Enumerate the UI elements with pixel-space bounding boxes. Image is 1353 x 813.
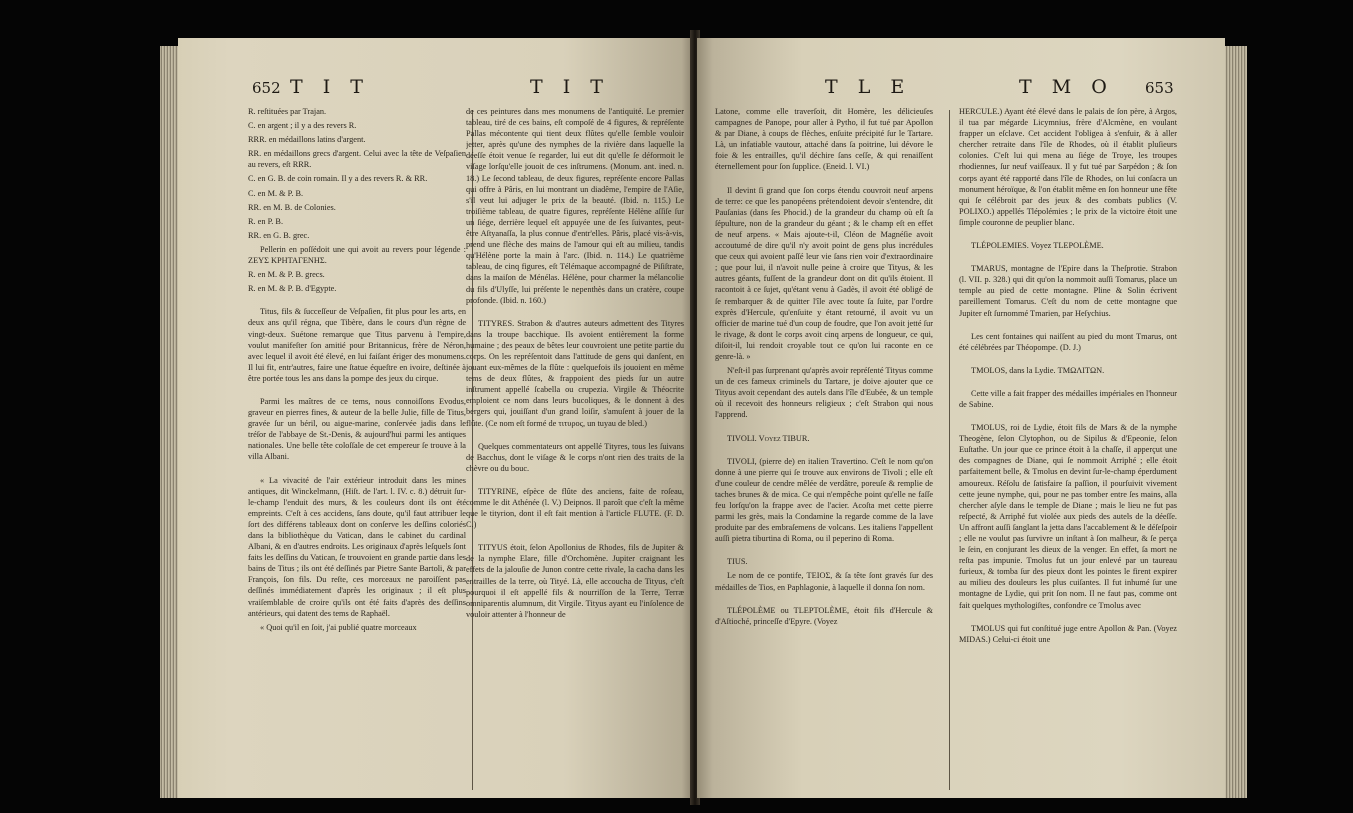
paragraph: Cette ville a fait frapper des médailles impériales en l'honneur de Sabine. [959, 388, 1177, 409]
paragraph: Quelques commentateurs ont appellé Tityres, tous les ſuivans de Bacchus, dont le viſage & le corps n'ont rien des traits de la chèvre ou du bouc. [466, 441, 684, 473]
left-page [178, 38, 692, 798]
paragraph: Titus, fils & ſucceſſeur de Veſpaſien, fit plus pour les arts, en deux ans qu'il régna, que Tibère, dans le cours d'un règne de vingt-deux. Suétone remarque que Titus parvenu à l'empire, voulut manifeſter ſon amitié pour Britannicus, frère de Néron, avec lequel il avoit été élevé, en lui faiſant ériger des monumens. Il lui fit, entr'autres, faire une ſtatue équeſtre en ivoire, deſtinée à être portée tous les ans dans la pompe des jeux du cirque. [248, 307, 466, 383]
paragraph: « La vivacité de l'air extérieur introduit dans les mines antiques, dit Winckelmann, (Hiſt. de l'art. l. IV. c. 8.) détruit ſur-le-champ l'enduit des murs, & les couleurs dont ils ont été empreints. C'eſt à ces accidens, ſans doute, qu'il faut attribuer le ſort des différens tableaux dont on conſerve les deſſins coloriés dans la bibliothèque du Vatican, dans le cabinet du cardinal Albani, & en d'autres endroits. Les originaux d'après leſquels ſont faits les deſſins du Vatican, ſe trouvoient en grande partie dans les bains de Titus ; ils ont été deſſinés par Pietre Sante Bartoli, & par François, ſon fils. Du reſte, ces morceaux ne paroiſſent pas deſſinés immédiatement d'après les originaux ; il eſt plus vraiſemblable de croire qu'ils ont été faits d'après des deſſins antérieurs, qui datent des tems de Raphaël. [248, 475, 466, 618]
paragraph: Parmi les maîtres de ce tems, nous connoiſſons Evodus, graveur en pierres fines, & auteur de la belle Julie, fille de Titus, gravée ſur un béril, ou aigue-marine, conſervée jadis dans le tréſor de l'abbaye de St.-Denis, & aujourd'hui parmi les antiques nationales. Une belle tête coloſſale de cet empereur ſe trouve à la villa Albani. [248, 396, 466, 462]
paragraph: de ces peintures dans mes monumens de l'antiquité. Le premier tableau, tiré de ces bains, eſt compoſé de 4 figures, & repréſente Pallas mécontente qui tient deux flûtes qu'elle ſemble vouloir jetter, après qu'une des nymphes de la rivière dans laquelle la déeſſe étoit venue ſe regarder, lui eut dit qu'elle ſe déformoit le viſage lorſqu'elle jouoit de ces inſtrumens. (Monum. ant. ined. n. 18.) Le ſecond tableau, de deux figures, repréſente encore Pallas qui offre à Pâris, en lui montrant un diadême, l'empire de l'Aſie, s'il veut lui adjuger le prix de la beauté. (Ibid. n. 115.) Le troiſième tableau, de quatre figures, repréſente Hélène aſſiſe ſur un ſiége, derrière lequel eſt appuyée une de ſes ſuivantes, peut-être Aſtyanaſſa, la plus connue d'entr'elles. Pâris, placé vis-à-vis, prend une flèche des mains de l'amour qui eſt au milieu, tandis qu'Hélène porte la main à l'arc. (Ibid. n. 114.) Le quatrième tableau, de cinq figures, eſt Télémaque accompagné de Piſiſtrate, dans la maiſon de Ménélas. Hélène, pour charmer la mélancolie du fils d'Ulyſſe, lui préſente le nepenthès dans un cratère, coupe profonde. (Ibid. n. 160.) [466, 107, 684, 305]
left-page-column-1 [248, 106, 466, 792]
paragraph: Le nom de ce pontife, ΤΕΙΟΣ, & ſa tête ſont gravés ſur des médailles de Tios, en Paphlagonie, à laquelle il donna ſon nom. [715, 571, 933, 592]
paragraph: Il devint ſi grand que ſon corps étendu couvroit neuf arpens de terre: ce que les panopéens prétendoient devoir s'entendre, dit Pauſanias (dans ſes Phocid.) de la grandeur du champ où eſt ſa ſépulture, non de la grandeur du géant ; & le champ eſt en effet de neuf arpens. « Mais ajoute-t-il, Cléon de Magnéſie avoit accoutumé de dire qu'il n'y avoit point de gens plus incrédules que ceux qui avoient paſſé leur vie ſans rien voir d'extraordinaire ; que pour lui, il n'avoit nulle peine à croire que Tityus, & les autres géants, fuſſent de la grandeur dont on dit qu'ils étoient. Il racontoit à ce ſujet, qu'étant venu à Gadès, il avoit été obligé de ſe rembarquer & de quitter l'île avec toute ſa ſuite, par l'ordre exprès d'Hercule, qu'enſuite y étant retourné, il avoit vu un officier de marine tué d'un coup de foudre, que l'on avoit jetté ſur le rivage, & dont le corps avoit cinq arpens de longueur, ce qui, diſoit-il, lui rendoit croyable tout ce qu'on lui raconte en ce genre-là. » [715, 185, 933, 361]
paragraph: R. en P. B. [248, 216, 284, 226]
paragraph: RR. en M. B. de Colonies. [248, 202, 336, 212]
right-column-rule [949, 110, 950, 790]
left-head-title-right: T I T [530, 76, 610, 98]
paragraph: « Quoi qu'il en ſoit, j'ai publié quatre morceaux [260, 622, 417, 632]
paragraph: HERCULE.) Ayant été élevé dans le palais de ſon père, à Argos, il tua par mégarde Licymnius, frère d'Alcmène, en voulant frapper un eſclave. Cet accident l'obligea à s'enfuir, & à aller chercher retraite dans l'île de Rhodes, où il établit pluſieurs colonies. C'eſt lui qui mena au ſiége de Troye, les troupes rhodiennes, ſur neuf vaiſſeaux. Il y fut tué par Sarpédon ; & ſon corps ayant été rapporté dans l'île de Rhodes, on lui conſacra un monument héroïque, & l'on établit même en ſon honneur une fête qui ſe célébroit par des jeux & des combats publics (V. POLIXO.) appellés Tlépolémies ; le prix de la victoire étoit une ſimple couronne de peuplier blanc. [959, 107, 1177, 227]
left-head-title-left: T I T [290, 76, 370, 98]
paragraph: TMOLUS qui fut conſtitué juge entre Apollon & Pan. (Voyez MIDAS.) Celui-ci étoit une [959, 623, 1177, 644]
paragraph: TITYRINE, eſpèce de flûte des anciens, faite de roſeau, comme le dit Athénée (l. V.) Deipnos. Il paroît que c'eſt la même que le tityrion, dont il eſt fait mention à l'article FLUTE. (F. D. C.) [466, 486, 684, 530]
right-page-column-1 [715, 106, 933, 792]
paragraph: Latone, comme elle traverſoit, dit Homère, les délicieuſes campagnes de Panope, pour aller à Pytho, il fut tué par Apollon & par Diane, à coups de flèches, enſuite précipité ſur le Tartare. Là, un infatiable vautour, attaché dans ſa poitrine, lui dévore le foie & les entrailles, qu'il déchire ſans ceſſe, & qui renaiſſent éternellement pour ſon ſupplice. (Eneid. l. VI.) [715, 107, 933, 172]
paragraph: TIUS. [727, 557, 748, 567]
paragraph: C. en G. B. de coin romain. Il y a des revers R. & RR. [248, 174, 428, 184]
paragraph: RR. en G. B. grec. [248, 230, 310, 240]
paragraph: TIVOLI, (pierre de) en italien Travertino. C'eſt le nom qu'on donne à une pierre qui ſe trouve aux environs de Tivoli ; elle eſt d'une couleur de cendre mêlée de verdâtre, poreuſe & remplie de taches brunes & de mica. Ce qui n'empêche point qu'elle ne faſſe feu lorſqu'on la frappe avec de l'acier. Acoſta met cette pierre parmi les grès, mais la Condamine la regarde comme de la lave produite par des embraſemens de volcans. Les italiens l'appellent auſſi pietra tiburtina di Roma, ou il peperino di Roma. [715, 456, 933, 544]
right-head-title-right: T M O [1019, 76, 1114, 98]
paragraph: TMOLOS, dans la Lydie. ΤΜΩΛΙΤΩΝ. [971, 365, 1105, 375]
paragraph: TLÉPOLEMIES. Voyez TLEPOLÈME. [971, 241, 1104, 251]
paragraph: RRR. en médaillons latins d'argent. [248, 135, 366, 145]
paragraph: C. en argent ; il y a des revers R. [248, 121, 357, 131]
paragraph: TLÉPOLÈME ou TLEPTOLÈME, étoit fils d'Hercule & d'Aſtioché, princeſſe d'Epyre. (Voyez [715, 605, 933, 626]
paragraph: R. reſtituées par Trajan. [248, 107, 327, 116]
paragraph: RR. en médaillons grecs d'argent. Celui avec la tête de Veſpaſien au revers, eſt RRR. [248, 149, 466, 170]
left-running-head [178, 74, 692, 100]
right-page-edges [1225, 46, 1247, 798]
paragraph: TMARUS, montagne de l'Epire dans la Theſprotie. Strabon (l. VII. p. 328.) qui dit qu'on la nommoit auſſi Tomarus, place un temple au pied de cette montagne. Pline & Solin écrivent pareillement Tomarus. C'eſt du nom de cette montagne que Jupiter eſt ſurnommé Tmarien, par Heſychius. [959, 264, 1177, 318]
right-page [697, 38, 1225, 798]
paragraph: R. en M. & P. B. d'Egypte. [248, 284, 337, 294]
right-page-column-2 [959, 106, 1177, 792]
right-running-head [697, 74, 1225, 100]
paragraph: N'eſt-il pas ſurprenant qu'après avoir repréſenté Tityus comme un de ces fameux criminels du Tartare, je doive ajouter que ce Tityus avoit cependant des autels dans l'île d'Eubée, & un temple où il recevoit des honneurs religieux ; c'eſt Strabon qui nous l'apprend. [715, 366, 933, 420]
left-page-number: 652 [252, 79, 281, 97]
right-head-title-left: T L E [825, 76, 912, 98]
paragraph: Pellerin en poſſédoit une qui avoit au revers pour légende : ΖΕΥΣ ΚΡΗΤΑΓΕΝΗΣ. [248, 244, 466, 266]
left-page-edges [160, 46, 180, 798]
paragraph: TITYUS étoit, ſelon Apollonius de Rhodes, fils de Jupiter & de la nymphe Elare, fille d'Orchomène. Jupiter craignant les effets de la jalouſie de Junon contre cette rivale, la cacha dans les entrailles de la terre, où Tityé. Là, elle accoucha de Tityus, c'eſt pourquoi il eſt appellé fils & nourriſſon de la Terre, Terræ omniparentis alumnum, dit Virgile. Tityus ayant eu l'inſolence de vouloir attenter à l'honneur de [466, 543, 684, 619]
paragraph: C. en M. & P. B. [248, 188, 304, 198]
left-page-column-2 [466, 106, 684, 792]
paragraph: R. en M. & P. B. grecs. [248, 270, 325, 280]
paragraph: Les cent fontaines qui naiſſent au pied du mont Tmarus, ont été célébrées par Théopompe. (D. J.) [959, 331, 1177, 352]
paragraph: TIVOLI. Voyez TIBUR. [727, 433, 810, 443]
right-page-number: 653 [1145, 79, 1174, 97]
paragraph: TITYRES. Strabon & d'autres auteurs admettent des Tityres dans la troupe bacchique. Ils avoient entièrement la forme humaine ; des peaux de bêtes leur couvroient une petite partie du corps. On les repréſentoit dans l'attitude de gens qui danſent, en jouant eux-mêmes de la flûte : quelquefois ils jouoient en même tems de deux flûtes, & frappoient des pieds ſur un autre inſtrument appellé ſcabella ou crupezia. Virgile & Théocrite emploient ce nom dans leurs bucoliques, & le donnent à des bergers qui, jouiſſant d'un grand loiſir, s'amuſent à jouer de la flûte. (Ce nom eſt formé de τιτυρος, un tuyau de bled.) [466, 318, 684, 428]
paragraph: TMOLUS, roi de Lydie, étoit fils de Mars & de la nymphe Theogène, ſelon Clytophon, ou de Sipilus & d'Epeonie, ſelon Euſtathe. Un jour que ce prince étoit à la chaſſe, il apperçut une des compagnes de Diane, qui ſe nommoit Arriphé ; elle étoit parfaitement belle, & Tmolus en devint ſur-le-champ éperdument amoureux. Réſolu de ſatisfaire ſa paſſion, il pourſuivit vivement cette jeune nymphe, qui, pour ne pas tomber entre ſes mains, alla chercher aſyle dans le temple de Diane ; mais le lieu ne fut pas reſpecté, & Arriphé fut violée aux pieds des autels de la déeſſe. Un affront auſſi ſanglant la jetta dans l'accablement & le déſeſpoir ; elle ne voulut pas ſurvivre un inſtant à ſon malheur, & ſe perça le ſein, en conjurant les dieux de la venger. En effet, ſa mort ne reſta pas impunie. Tmolus fut un jour enlevé par un taureau furieux, & tomba ſur des pieux dont les pointes le firent expirer au milieu des douleurs les plus cuiſantes. Il fut inhumé ſur une montagne de Lydie, qui prit ſon nom. Il ne faut pas, comme ont fait quelques mythologiſtes, confondre ce Tmolus avec [959, 423, 1177, 610]
